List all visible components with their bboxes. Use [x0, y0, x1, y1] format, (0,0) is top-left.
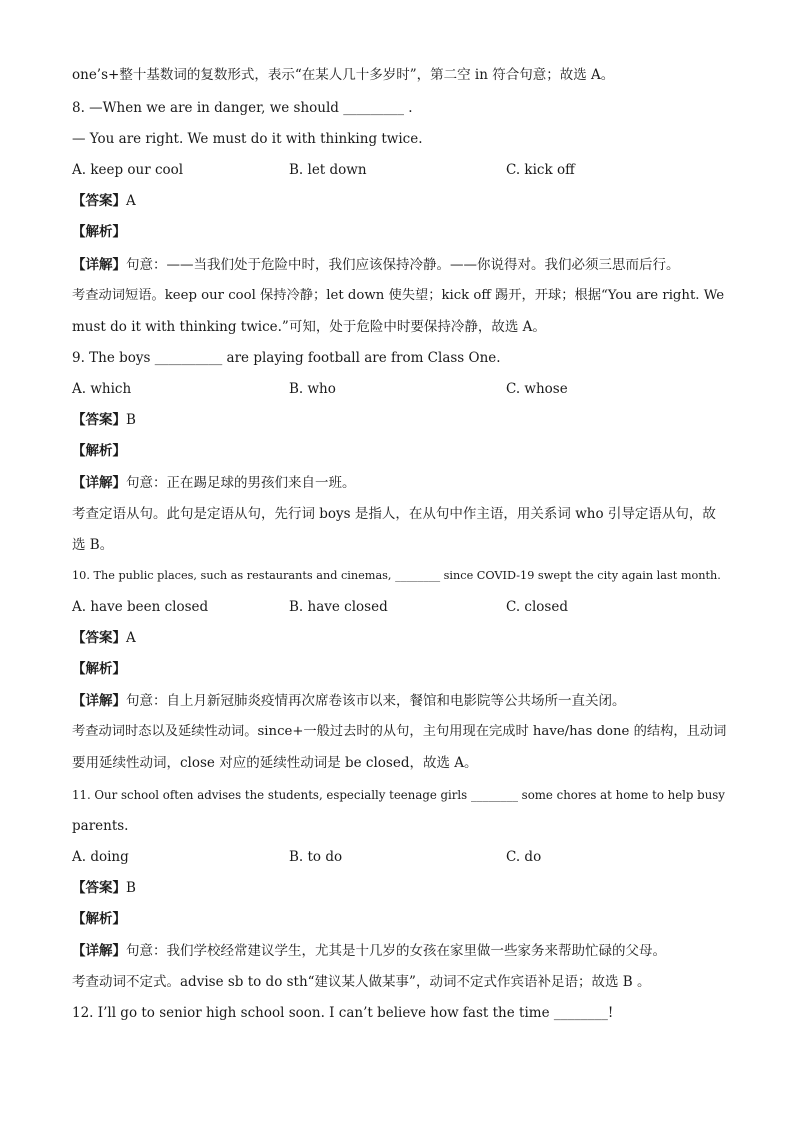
q8-analysis-label: 【解析】 — [72, 224, 126, 240]
q8-detail-2: 考查动词短语。keep our cool 保持冷静；let down 使失望；kick off 踢开，开球；根据“You are right. We — [72, 288, 725, 303]
q8-option-a: A. keep our cool — [72, 162, 184, 178]
q8-detail-1: 【详解】句意：——当我们处于危险中时，我们应该保持冷静。——你说得对。我们必须三思而后行。 — [72, 257, 680, 273]
q11-answer: 【答案】B — [72, 880, 136, 896]
q10-detail-2: 考查动词时态以及延续性动词。since+一般过去时的从句，主句用现在完成时 have/has done 的结构，且动词 — [72, 724, 727, 739]
q9-detail-3: 选 B。 — [72, 537, 114, 553]
intro-line: one’s+整十基数词的复数形式，表示“在某人几十多岁时”，第二空 in 符合句意；故选 A。 — [72, 67, 615, 83]
q10-stem: 10. The public places, such as restaurants and cinemas, ________ since COVID-19 swept the city again last month. — [72, 569, 721, 582]
q8-option-b: B. let down — [289, 162, 367, 178]
q11-analysis-label: 【解析】 — [72, 911, 126, 927]
q8-reply: — You are right. We must do it with thinking twice. — [72, 131, 423, 147]
q8-answer — [72, 192, 136, 210]
q9-analysis-label: 【解析】 — [72, 443, 126, 459]
q9-stem: 9. The boys __________ are playing football are from Class One. — [72, 350, 501, 366]
q10-analysis-label: 【解析】 — [72, 661, 126, 677]
q9-answer: 【答案】B — [72, 412, 136, 428]
q11-detail-1: 【详解】句意：我们学校经常建议学生，尤其是十几岁的女孩在家里做一些家务来帮助忙碌的父母。 — [72, 943, 666, 959]
q11-detail-2: 考查动词不定式。advise sb to do sth“建议某人做某事”，动词不定式作宾语补足语；故选 B 。 — [72, 974, 651, 990]
q10-option-a: A. have been closed — [72, 599, 209, 615]
q10-option-c: C. closed — [506, 599, 568, 615]
q10-detail-1: 【详解】句意：自上月新冠肺炎疫情再次席卷该市以来，餐馆和电影院等公共场所一直关闭。 — [72, 693, 626, 709]
q8-option-c: C. kick off — [506, 162, 575, 178]
q8-detail-3: must do it with thinking twice.”可知，处于危险中时要保持冷静，故选 A。 — [72, 319, 546, 335]
q9-option-a: A. which — [72, 381, 132, 397]
q10-option-b: B. have closed — [289, 599, 388, 615]
answer-value: A — [126, 193, 136, 209]
q12-stem: 12. I’ll go to senior high school soon. I can’t believe how fast the time ________! — [72, 1005, 614, 1021]
q11-stem-2: parents. — [72, 818, 129, 834]
q11-option-b: B. to do — [289, 849, 343, 865]
q10-answer: 【答案】A — [72, 630, 136, 646]
answer-label: 【答案】 — [72, 193, 126, 209]
q9-option-c: C. whose — [506, 381, 568, 397]
q8-stem: 8. —When we are in danger, we should _________ . — [72, 100, 413, 116]
q9-detail-1: 【详解】句意：正在踢足球的男孩们来自一班。 — [72, 475, 356, 491]
q11-option-c: C. do — [506, 849, 542, 865]
q9-detail-2: 考查定语从句。此句是定语从句，先行词 boys 是指人，在从句中作主语，用关系词 who 引导定语从句，故 — [72, 506, 716, 522]
q11-stem-1: 11. Our school often advises the students, especially teenage girls ________ some chores at home to help busy — [72, 788, 725, 802]
q11-option-a: A. doing — [72, 849, 129, 865]
q9-option-b: B. who — [289, 381, 336, 397]
detail-label: 【详解】 — [72, 257, 126, 273]
q10-detail-3: 要用延续性动词，close 对应的延续性动词是 be closed，故选 A。 — [72, 755, 478, 771]
